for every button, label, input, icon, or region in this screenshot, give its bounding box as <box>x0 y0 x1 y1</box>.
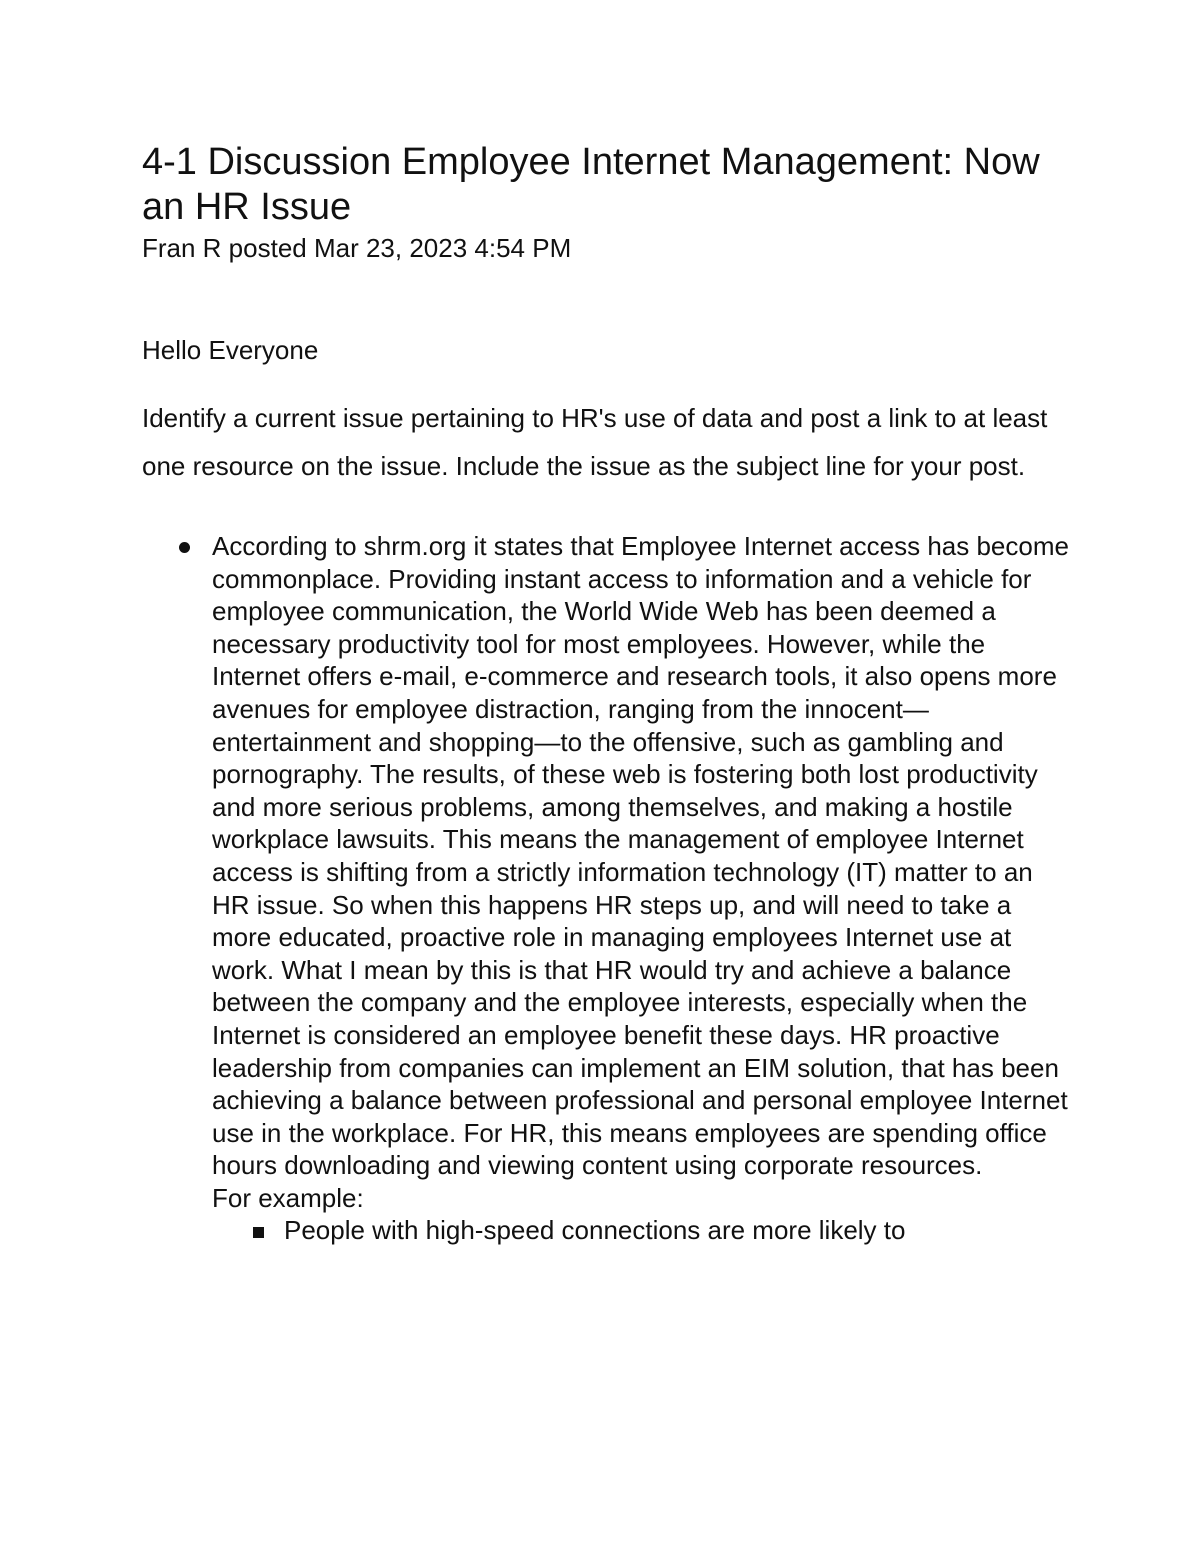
post-title: 4-1 Discussion Employee Internet Management: Now an HR Issue <box>142 141 1040 228</box>
post-greeting: Hello Everyone <box>142 335 319 365</box>
bullet-text: According to shrm.org it states that Employee Internet access has become commonplace. Providing instant access to information and a vehicle for employee communication, the World Wide Web has been deemed a necessary productivity tool for most employees. However, while the Internet offers e-mail, e-commerce and research tools, it also opens more avenues for employee distraction, ranging from the innocent—entertainment and shopping—to the offensive, such as gambling and pornography. The results, of these web is fostering both lost productivity and more serious problems, among themselves, and making a hostile workplace lawsuits. This means the management of employee Internet access is shifting from a strictly information technology (IT) matter to an HR issue. So when this happens HR steps up, and will need to take a more educated, proactive role in managing employees Internet use at work. What I mean by this is that HR would try and achieve a balance between the company and the employee interests, especially when the Internet is considered an employee benefit these days. HR proactive leadership from companies can implement an EIM solution, that has been achieving a balance between professional and personal employee Internet use in the workplace. For HR, this means employees are spending office hours downloading and viewing content using corporate resources. <box>212 531 1069 1181</box>
sub-bullet-item <box>284 1214 1072 1247</box>
bullet-list <box>142 530 1072 1247</box>
sub-bullet-list <box>212 1214 1072 1247</box>
discussion-post <box>142 140 1072 1247</box>
example-label: For example: <box>212 1182 364 1213</box>
bullet-item <box>212 530 1072 1247</box>
discussion-prompt: Identify a current issue pertaining to HR's use of data and post a link to at least one resource on the issue. Include the issue as the subject line for your post. <box>142 403 1048 481</box>
post-meta: Fran R posted Mar 23, 2023 4:54 PM <box>142 233 572 263</box>
bullet-dot-icon <box>179 542 190 553</box>
bullet-square-icon <box>253 1227 264 1238</box>
sub-bullet-text: People with high-speed connections are more likely to <box>284 1215 906 1246</box>
